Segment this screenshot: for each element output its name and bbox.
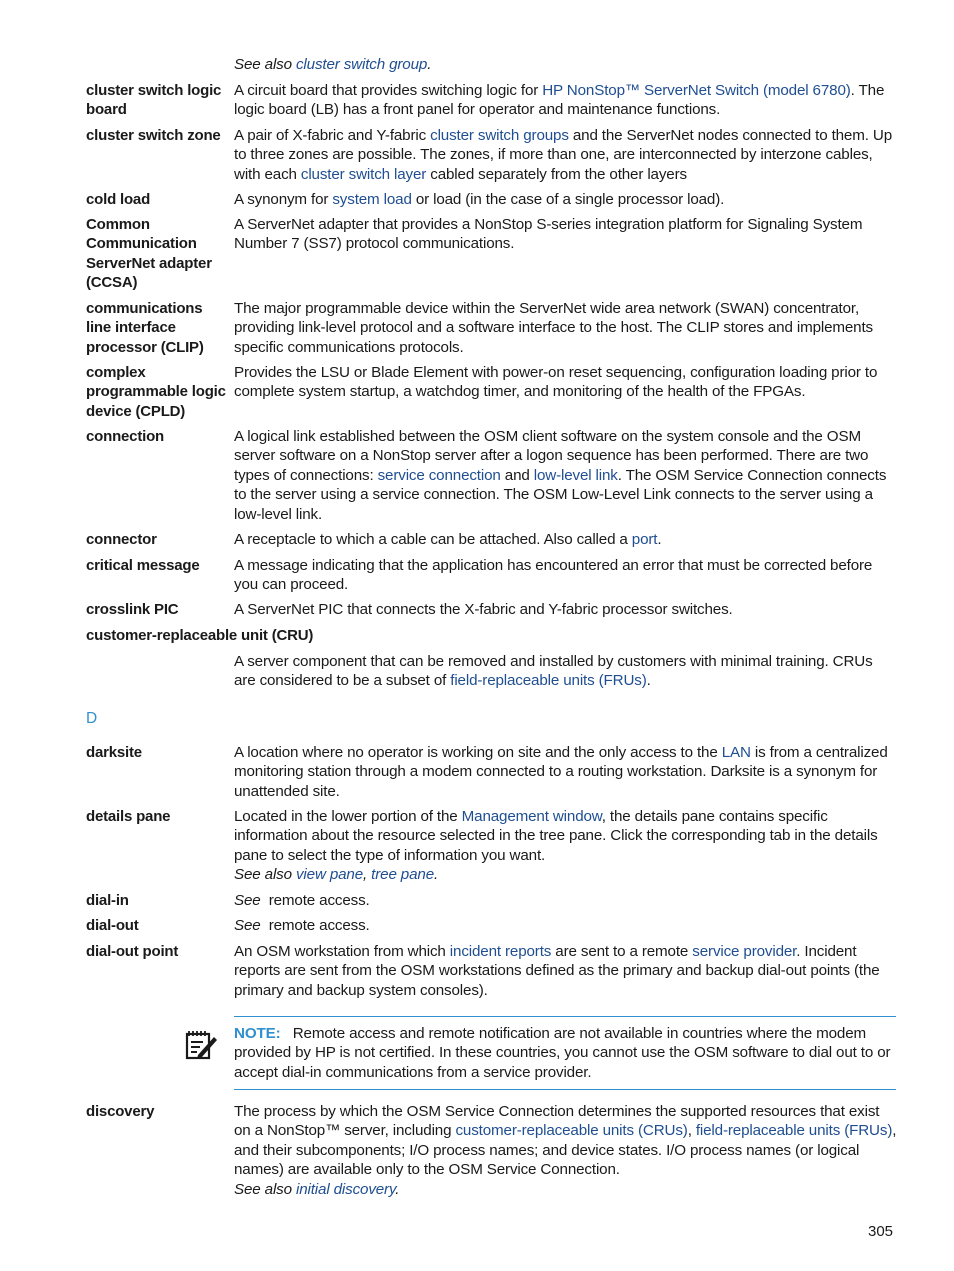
note-text: Remote access and remote notification are not available in countries where the modem provided by HP is not certified. In these countries, you cannot use the OSM software to dial out to or accept dial-in communications from a service provider. xyxy=(234,1025,891,1081)
initial-discovery-link[interactable]: initial discovery xyxy=(295,1180,396,1198)
entry-definition: The major programmable device within the ServerNet wide area network (SWAN) concentrator, providing link-level protocol and a software interface to the host. The CLIP stores and implements specific communications protocols. xyxy=(234,300,873,356)
cluster-switch-groups-link[interactable]: cluster switch groups xyxy=(430,127,569,144)
entry-definition: The process by which the OSM Service Connection determines the supported resources that exist on a NonStop™ server, including customer-replaceable units (CRUs), field-replaceable units (FRUs), and their subcomponents; I/O process names; and device states. I/O process names (or logical names) are available only to the OSM Service Connection. See also initial discovery. xyxy=(234,1103,897,1198)
entry-term: crosslink PIC xyxy=(86,601,179,618)
entry-term: connection xyxy=(86,428,165,445)
note-icon xyxy=(184,1027,218,1061)
entry-definition: A message indicating that the application has encountered an error that must be corrected before you can proceed. xyxy=(234,557,873,594)
entry-definition: An OSM workstation from which incident reports are sent to a remote service provider. Incident reports are sent from the OSM workstations defined as the primary and backup dial-out points (the primary and backup system consoles). xyxy=(234,943,880,999)
cru-link[interactable]: customer-replaceable units (CRUs) xyxy=(455,1122,688,1140)
page-number: 305 xyxy=(868,1223,894,1240)
entry-definition: A synonym for system load or load (in the case of a single processor load). xyxy=(234,191,725,208)
entry-term: customer-replaceable unit (CRU) xyxy=(86,627,314,644)
entry-term: connector xyxy=(86,531,157,548)
servernet-switch-link[interactable]: HP NonStop™ ServerNet Switch (model 6780) xyxy=(542,82,851,99)
low-level-link-link[interactable]: low-level link xyxy=(533,466,618,484)
entry-term: dial-out point xyxy=(86,943,179,960)
entry-definition: A receptacle to which a cable can be attached. Also called a port. xyxy=(234,531,662,548)
entry-term: complex programmable logic device (CPLD) xyxy=(86,364,226,420)
entry-definition: See remote access. xyxy=(234,917,370,934)
entry-definition: A ServerNet PIC that connects the X-fabric and Y-fabric processor switches. xyxy=(234,601,733,618)
tree-pane-link[interactable]: tree pane xyxy=(371,866,434,884)
view-pane-link[interactable]: view pane xyxy=(295,866,364,884)
entry-definition: A server component that can be removed and installed by customers with minimal training. CRUs are considered to be a subset of field-replaceable units (FRUs). xyxy=(234,653,873,690)
entry-definition: A circuit board that provides switching logic for HP NonStop™ ServerNet Switch (model 6780). The logic board (LB) has a front panel for operator and maintenance functions. xyxy=(234,82,885,119)
entry-definition: A ServerNet adapter that provides a NonStop S-series integration platform for Signaling System Number 7 (SS7) protocol communications. xyxy=(234,216,863,253)
see-also-label: See also xyxy=(234,56,292,73)
service-provider-link[interactable]: service provider xyxy=(692,943,797,960)
entry-term: cluster switch zone xyxy=(86,127,221,144)
entry-term: communications line interface processor (CLIP) xyxy=(86,300,204,356)
entry-term: critical message xyxy=(86,557,200,574)
entry-definition: A pair of X-fabric and Y-fabric cluster switch groups and the ServerNet nodes connected to them. Up to three zones are possible. The zones, if more than one, are interconnected by interzone cables, with each cluster switch layer cabled separately from the other layers xyxy=(234,127,892,183)
port-link[interactable]: port xyxy=(631,531,658,548)
note-box xyxy=(234,1016,896,1090)
entry-term: darksite xyxy=(86,744,142,761)
cluster-switch-layer-link[interactable]: cluster switch layer xyxy=(300,165,427,183)
section-heading-d: D xyxy=(86,710,98,727)
service-connection-link[interactable]: service connection xyxy=(377,466,501,484)
entry-term: dial-in xyxy=(86,892,129,909)
fru-link[interactable]: field-replaceable units (FRUs) xyxy=(450,672,647,690)
entry-definition: A logical link established between the OSM client software on the system console and the OSM server software on a NonStop server after a logon sequence has been performed. There are two types of connections: service connection and low-level link. The OSM Service Connection connects to the server using a service connection. The OSM Low-Level Link connects to the server using a low-level link. xyxy=(234,428,887,523)
entry-definition: See remote access. xyxy=(234,892,370,909)
entry-term: Common Communication ServerNet adapter (CCSA) xyxy=(86,216,212,292)
entry-term: discovery xyxy=(86,1103,155,1120)
note-body xyxy=(234,1024,896,1082)
glossary-page: See also cluster switch group. cluster switch logic board A circuit board that provides switching logic for HP NonStop™ ServerNet Switch (model 6780). The logic board (LB) has a front panel for operator and maintenance functions. cluster switch zone A pair of X-fabric and Y-fabric cluster switch groups and the ServerNet nodes connected to them. Up to three zones are possible. The zones, if more than one, are interconnected by interzone cables, with each cluster switch layer cabled separately from the other layers cold load A synonym for system load or load (in the case of a single processor load). Common Communication ServerNet adapter (CCSA) A ServerNet adapter that provides a NonStop S-series integration platform for Signaling System Number 7 (SS7) protocol communications. communications line interface processor (CLIP) The major programmable device within the ServerNet wide area network (SWAN) concentrator, providing link-level protocol and a software interface to the host. The CLIP stores and implements specific communications protocols. complex programmable logic device (CPLD) Provides the LSU or Blade Element with power-on reset sequencing, configuration loading prior to complete system startup, a watchdog timer, and monitoring of the health of the FPGAs. connection A logical link established between the OSM client software on the system console and the OSM server software on a NonStop server after a logon sequence has been performed. There are two types of connections: service connection and low-level link. The OSM Service Connection connects to the server using a service connection. The OSM Low-Level Link connects to the server using a low-level link. connector A receptacle to which a cable can be attached. Also called a port. critical message A message indicating that the application has encountered an error that must be corrected before you can proceed. crosslink PIC A ServerNet PIC that connects the X-fabric and Y-fabric processor switches. customer-replaceable unit (CRU) A server component that can be removed and installed by customers with minimal training. CRUs are considered to be a subset of field-replaceable units (FRUs). D darksite A location where no operator is working on site and the only access to the LAN is from a centralized monitoring station through a modem connected to a routing workstation. Darksite is a synonym for unattended site. details pane Located in the lower portion of the Management window, the details pane contains specific information about the resource selected in the tree pane. Click the corresponding tab in the details pane to select the type of information you want. See also view pane, tree pane. dial-in See remote access. dial-out See remote access. dial-out point An OSM workstation from which incident reports are sent to a remote service provider. Incident reports are sent from the OSM workstations defined as the primary and backup dial-out points (the primary and backup system consoles). NOTE: Remote access and remote notification are not available in countries where the modem provided by HP is not certified. In these countries, you cannot use the OSM software to dial out to or accept dial-in communications from a service provider. discovery The process by which the OSM Service Connection determines the supported resources that exist on a NonStop™ server, including customer-replaceable units (CRUs), field-replaceable units (FRUs), and their subcomponents; I/O process names; and device states. I/O process names (or logical names) are available only to the OSM Service Connection. See also initial discovery. 305 xyxy=(86,56,897,1240)
cluster-switch-group-link[interactable]: cluster switch group xyxy=(295,56,428,73)
entry-term: cluster switch logic board xyxy=(86,82,222,119)
entry-definition: Located in the lower portion of the Management window, the details pane contains specific information about the resource selected in the tree pane. Click the corresponding tab in the details pane to select the type of information you want. See also view pane, tree pane. xyxy=(234,808,878,884)
entry-definition: Provides the LSU or Blade Element with power-on reset sequencing, configuration loading prior to complete system startup, a watchdog timer, and monitoring of the health of the FPGAs. xyxy=(234,364,878,401)
entry-term: details pane xyxy=(86,808,171,825)
fru-link[interactable]: field-replaceable units (FRUs) xyxy=(695,1122,893,1140)
note-label: NOTE: xyxy=(234,1025,281,1042)
management-window-link[interactable]: Management window xyxy=(461,808,602,825)
entry-term: dial-out xyxy=(86,917,139,934)
incident-reports-link[interactable]: incident reports xyxy=(449,943,552,960)
system-load-link[interactable]: system load xyxy=(332,191,412,208)
entry-definition: A location where no operator is working on site and the only access to the LAN is from a centralized monitoring station through a modem connected to a routing workstation. Darksite is a synonym for unattended site. xyxy=(234,744,888,800)
lan-link[interactable]: LAN xyxy=(721,744,751,761)
entry-term: cold load xyxy=(86,191,151,208)
